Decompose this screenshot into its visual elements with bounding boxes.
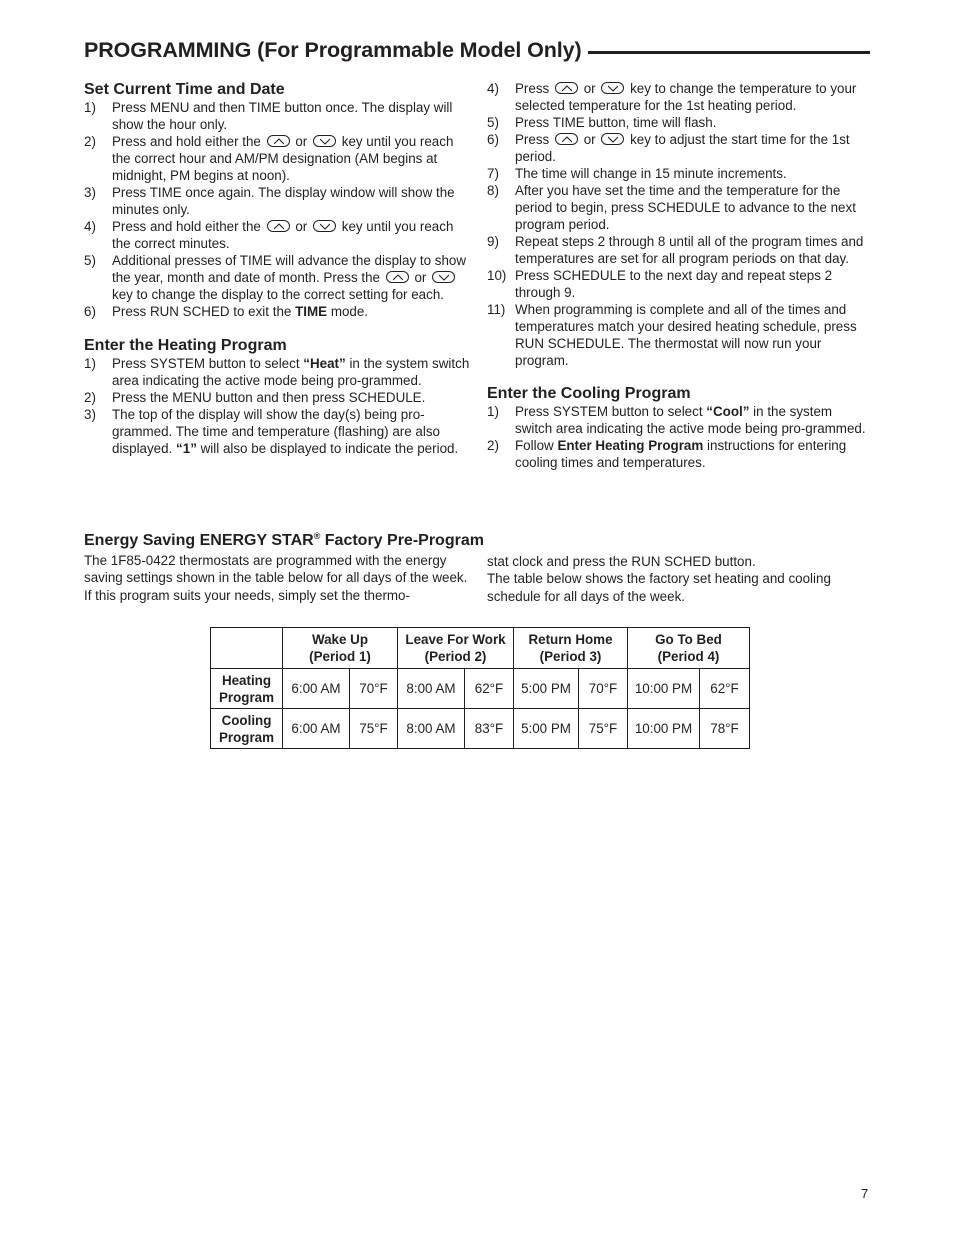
table-cell: 70°F bbox=[350, 669, 398, 709]
energy-text-right-1: stat clock and press the RUN SCHED button. bbox=[487, 554, 756, 569]
list-item bbox=[84, 389, 470, 406]
step-text bbox=[112, 99, 470, 133]
energy-text-right-2: The table below shows the factory set heating and cooling schedule for all days of the week. bbox=[487, 571, 831, 604]
list-item bbox=[487, 233, 871, 267]
cooling-steps bbox=[487, 403, 871, 471]
step-text-part: Press RUN SCHED to exit the bbox=[112, 304, 292, 319]
step-text-part: key to change the temperature to your selected temperature for the 1st heating period. bbox=[515, 81, 857, 113]
table-cell: 10:00 PM bbox=[628, 669, 700, 709]
table-cell: 8:00 AM bbox=[398, 709, 465, 749]
energy-heading-main: Energy Saving ENERGY STAR bbox=[84, 532, 314, 549]
header-sublabel: (Period 3) bbox=[539, 649, 602, 664]
step-text-part: will also be displayed to indicate the period. bbox=[200, 441, 459, 456]
table-cell: 62°F bbox=[700, 669, 750, 709]
step-text bbox=[515, 301, 871, 369]
header-label: Wake Up bbox=[311, 632, 369, 647]
section-heading-set-time: Set Current Time and Date bbox=[84, 81, 285, 98]
step-text bbox=[515, 131, 871, 165]
table-cell: 62°F bbox=[465, 669, 514, 709]
step-number: 9) bbox=[487, 234, 499, 249]
step-bold-text: “Heat” bbox=[303, 356, 346, 371]
step-text-part: Additional presses of TIME will advance the display to show the year, month and date of month. Press the bbox=[112, 253, 467, 285]
step-number: 3) bbox=[84, 185, 96, 200]
header-sublabel: (Period 1) bbox=[309, 649, 371, 664]
header-period-2 bbox=[398, 628, 514, 669]
step-number: 5) bbox=[84, 253, 96, 268]
section-heading-cooling: Enter the Cooling Program bbox=[487, 385, 691, 402]
table-cell: 5:00 PM bbox=[514, 669, 579, 709]
step-text-part: key until you reach the correct hour and AM/PM designation (AM begins at midnight, PM begins at noon). bbox=[112, 134, 454, 183]
step-text-part: in the system switch area indicating the active mode being pro-grammed. bbox=[112, 356, 470, 388]
table-cell: 8:00 AM bbox=[398, 669, 465, 709]
step-text-part: Press bbox=[515, 81, 550, 96]
table-cell: 6:00 AM bbox=[283, 669, 350, 709]
step-number: 5) bbox=[487, 115, 499, 130]
registered-mark: ® bbox=[313, 531, 321, 541]
step-number: 6) bbox=[487, 132, 499, 147]
step-number: 11) bbox=[487, 302, 506, 317]
table-cell: 78°F bbox=[700, 709, 750, 749]
step-text bbox=[515, 165, 871, 182]
table-cell: 6:00 AM bbox=[283, 709, 350, 749]
energy-text-left: The 1F85-0422 thermostats are programmed with the energy saving settings shown in the table below for all days of the week. If this program suits your needs, simply set the thermo- bbox=[84, 553, 468, 603]
list-item bbox=[84, 355, 470, 389]
step-text-part: Press MENU and then TIME button once. The display will show the hour only. bbox=[112, 100, 453, 132]
step-text-part: in the system switch area indicating the active mode being pro-grammed. bbox=[515, 404, 866, 436]
list-item bbox=[487, 403, 871, 437]
step-text-part: or bbox=[583, 81, 596, 96]
list-item bbox=[84, 133, 470, 184]
step-text-part: Press and hold either the bbox=[112, 219, 261, 234]
row-label-line: Cooling bbox=[221, 712, 272, 728]
step-number: 3) bbox=[84, 407, 96, 422]
step-number: 2) bbox=[84, 390, 96, 405]
step-number: 4) bbox=[487, 81, 499, 96]
step-text bbox=[515, 403, 871, 437]
header-label: Return Home bbox=[528, 632, 613, 647]
energy-heading-tail: Factory Pre-Program bbox=[320, 532, 484, 549]
up-arrow-key-icon bbox=[555, 82, 578, 94]
list-item bbox=[487, 437, 871, 471]
step-number: 2) bbox=[84, 134, 96, 149]
step-text bbox=[515, 80, 871, 114]
down-arrow-key-icon bbox=[313, 135, 336, 147]
page-header bbox=[84, 38, 870, 63]
step-text bbox=[112, 355, 470, 389]
step-text-part: Press bbox=[515, 132, 550, 147]
list-item bbox=[487, 114, 871, 131]
step-bold-text: TIME bbox=[295, 304, 328, 319]
step-text bbox=[112, 133, 470, 184]
right-column bbox=[487, 80, 871, 471]
step-text bbox=[515, 114, 871, 131]
page-title: PROGRAMMING (For Programmable Model Only) bbox=[84, 38, 582, 62]
step-text-part: Press TIME button, time will flash. bbox=[515, 115, 717, 130]
step-text-part: Press and hold either the bbox=[112, 134, 261, 149]
list-item bbox=[84, 303, 470, 320]
list-item bbox=[487, 131, 871, 165]
step-text-part: or bbox=[414, 270, 427, 285]
header-period-1 bbox=[283, 628, 398, 669]
row-label-cooling bbox=[211, 709, 283, 749]
up-arrow-key-icon bbox=[555, 133, 578, 145]
step-text-part: Press SCHEDULE to the next day and repeat steps 2 through 9. bbox=[515, 268, 833, 300]
step-text bbox=[112, 389, 470, 406]
title-rule bbox=[588, 51, 870, 54]
table-corner-cell bbox=[211, 628, 283, 669]
section-heading-energy-star bbox=[84, 531, 484, 550]
step-text bbox=[515, 267, 871, 301]
table-cell: 75°F bbox=[579, 709, 628, 749]
step-text-part: After you have set the time and the temperature for the period to begin, press SCHEDULE to advance to the next program period. bbox=[515, 183, 856, 232]
table-row-cooling bbox=[211, 709, 750, 749]
up-arrow-key-icon bbox=[386, 271, 409, 283]
step-text bbox=[515, 182, 871, 233]
row-label-line: Heating bbox=[221, 672, 272, 688]
step-text bbox=[112, 303, 470, 320]
heating-steps-continued bbox=[487, 80, 871, 369]
list-item bbox=[84, 218, 470, 252]
step-text bbox=[112, 406, 470, 457]
step-text-part: Follow bbox=[515, 438, 554, 453]
step-text-part: key until you reach the correct minutes. bbox=[112, 219, 454, 251]
table-row-heating bbox=[211, 669, 750, 709]
step-text bbox=[112, 184, 470, 218]
step-text-part: instructions for entering cooling times and temperatures. bbox=[515, 438, 847, 470]
step-number: 2) bbox=[487, 438, 499, 453]
page-number: 7 bbox=[861, 1186, 869, 1201]
list-item bbox=[84, 99, 470, 133]
step-text-part: The top of the display will show the day(s) being pro-grammed. The time and temperature (flashing) are also displayed. bbox=[112, 407, 440, 456]
down-arrow-key-icon bbox=[601, 82, 624, 94]
header-sublabel: (Period 2) bbox=[424, 649, 487, 664]
section-heading-heating: Enter the Heating Program bbox=[84, 337, 287, 354]
list-item bbox=[487, 267, 871, 301]
step-text-part: or bbox=[583, 132, 596, 147]
table-cell: 70°F bbox=[579, 669, 628, 709]
step-text bbox=[112, 252, 470, 303]
table-cell: 75°F bbox=[350, 709, 398, 749]
step-number: 7) bbox=[487, 166, 499, 181]
down-arrow-key-icon bbox=[601, 133, 624, 145]
list-item bbox=[487, 301, 871, 369]
table-cell: 83°F bbox=[465, 709, 514, 749]
step-bold-text: Enter Heating Program bbox=[557, 438, 704, 453]
header-label: Leave For Work bbox=[405, 632, 506, 647]
table-header-row bbox=[211, 628, 750, 669]
step-text-part: Repeat steps 2 through 8 until all of the program times and temperatures are set for all program periods on that day. bbox=[515, 234, 864, 266]
list-item bbox=[84, 406, 470, 457]
step-number: 6) bbox=[84, 304, 96, 319]
list-item bbox=[84, 252, 470, 303]
table-cell: 5:00 PM bbox=[514, 709, 579, 749]
table-cell: 10:00 PM bbox=[628, 709, 700, 749]
step-number: 8) bbox=[487, 183, 499, 198]
energy-text-right bbox=[487, 553, 871, 605]
step-number: 1) bbox=[487, 404, 499, 419]
step-text bbox=[112, 218, 470, 252]
header-period-4 bbox=[628, 628, 750, 669]
factory-schedule-table bbox=[210, 627, 750, 749]
row-label-line: Program bbox=[218, 689, 275, 705]
step-text-part: key to change the display to the correct setting for each. bbox=[112, 287, 444, 302]
heating-steps bbox=[84, 355, 470, 457]
header-label: Go To Bed bbox=[655, 632, 722, 647]
step-text-part: The time will change in 15 minute increments. bbox=[515, 166, 787, 181]
step-bold-text: “1” bbox=[176, 441, 197, 456]
step-text bbox=[515, 437, 871, 471]
list-item bbox=[84, 184, 470, 218]
step-text-part: Press SYSTEM button to select bbox=[515, 404, 703, 419]
step-text-part: or bbox=[295, 134, 308, 149]
step-number: 10) bbox=[487, 268, 507, 283]
list-item bbox=[487, 80, 871, 114]
up-arrow-key-icon bbox=[267, 220, 290, 232]
up-arrow-key-icon bbox=[267, 135, 290, 147]
step-number: 1) bbox=[84, 356, 96, 371]
header-period-3 bbox=[514, 628, 628, 669]
step-text-part: Press TIME once again. The display window will show the minutes only. bbox=[112, 185, 455, 217]
list-item bbox=[487, 182, 871, 233]
down-arrow-key-icon bbox=[432, 271, 455, 283]
step-text-part: Press the MENU button and then press SCHEDULE. bbox=[112, 390, 426, 405]
step-number: 4) bbox=[84, 219, 96, 234]
step-text-part: When programming is complete and all of the times and temperatures match your desired heating schedule, press RUN SCHEDULE. The thermostat will now run your program. bbox=[515, 302, 857, 368]
step-text-part: key to adjust the start time for the 1st period. bbox=[515, 132, 850, 164]
step-text-part: mode. bbox=[330, 304, 369, 319]
down-arrow-key-icon bbox=[313, 220, 336, 232]
header-sublabel: (Period 4) bbox=[657, 649, 720, 664]
left-column bbox=[84, 80, 470, 457]
step-text bbox=[515, 233, 871, 267]
step-text-part: or bbox=[295, 219, 308, 234]
list-item bbox=[487, 165, 871, 182]
step-text-part: Press SYSTEM button to select bbox=[112, 356, 300, 371]
row-label-line: Program bbox=[218, 729, 275, 745]
row-label-heating bbox=[211, 669, 283, 709]
step-bold-text: “Cool” bbox=[706, 404, 750, 419]
set-time-steps bbox=[84, 99, 470, 320]
step-number: 1) bbox=[84, 100, 96, 115]
